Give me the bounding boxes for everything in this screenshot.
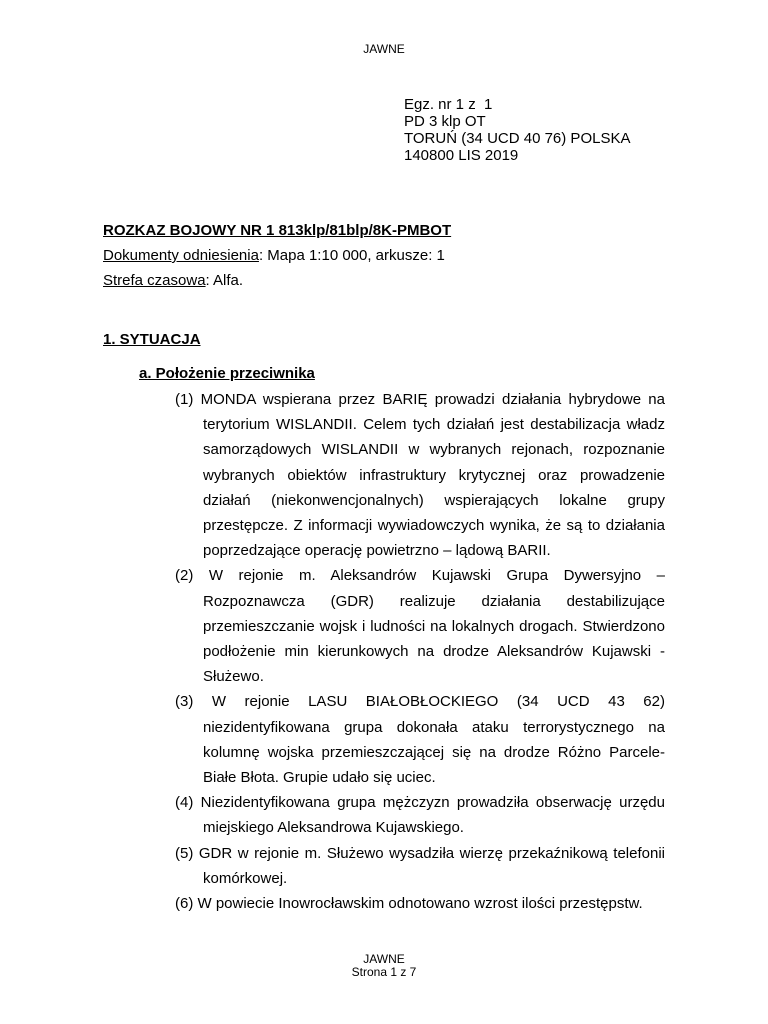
timezone-value: : Alfa. [205, 272, 244, 289]
list-item: (2) W rejonie m. Aleksandrów Kujawski Grupa Dywersyjno – Rozpoznawcza (GDR) realizuje działania destabilizujące przemieszczanie wojsk i ludności na lokalnych drogach. Stwierdzono podłożenie min kierunkowych na drodze Aleksandrów Kujawski - Służewo. [175, 567, 665, 686]
page-header-classification: JAWNE [363, 42, 405, 56]
reference-documents-value: : Mapa 1:10 000, arkusze: 1 [258, 247, 445, 264]
subsection-title: a. Położenie przeciwnika [139, 365, 315, 382]
list-item: (1) MONDA wspierana przez BARIĘ prowadzi działania hybrydowe na terytorium WISLANDII. Celem tych działań jest destabilizacja władz samorządowych WISLANDII w wybranych rejonach, rozpoznanie wybranych obiektów infrastruktury krytycznej oraz prowadzenie działań (niekonwencjonalnych) wspierających lokalne grupy przestępcze. Z informacji wywiadowczych wynika, że są to działania poprzedzające operację powietrzno – lądową BARII. [175, 391, 665, 560]
issue-location: TORUŃ (34 UCD 40 76) POLSKA [404, 130, 631, 147]
date-time-group: 140800 LIS 2019 [404, 147, 519, 164]
timezone-line [103, 272, 243, 290]
reference-documents-label: Dokumenty odniesienia [103, 247, 259, 264]
list-item: (3) W rejonie LASU BIAŁOBŁOCKIEGO (34 UCD 43 62) niezidentyfikowana grupa dokonała ataku terrorystycznego na kolumnę wojska przemieszczającej się na drodze Różno Parcele-Białe Błota. Grupie udało się uciec. [175, 693, 665, 787]
page-number: Strona 1 z 7 [351, 965, 417, 979]
page-footer [0, 953, 768, 979]
footer-classification: JAWNE [363, 952, 405, 966]
situation-items-list [175, 387, 665, 916]
order-title: ROZKAZ BOJOWY NR 1 813klp/81blp/8K-PMBOT [103, 222, 452, 239]
timezone-label: Strefa czasowa [103, 272, 206, 289]
copy-number: Egz. nr 1 z 1 [404, 96, 493, 113]
reference-documents-line [103, 247, 445, 265]
list-item: (6) W powiecie Inowrocławskim odnotowano wzrost ilości przestępstw. [175, 895, 643, 913]
document-meta-block [404, 96, 630, 164]
list-item: (4) Niezidentyfikowana grupa mężczyzn prowadziła obserwację urzędu miejskiego Aleksandrowa Kujawskiego. [175, 794, 665, 837]
issuing-unit: PD 3 klp OT [404, 113, 486, 130]
list-item: (5) GDR w rejonie m. Służewo wysadziła wierzę przekaźnikową telefonii komórkowej. [175, 844, 665, 887]
section-title: 1. SYTUACJA [103, 331, 201, 348]
